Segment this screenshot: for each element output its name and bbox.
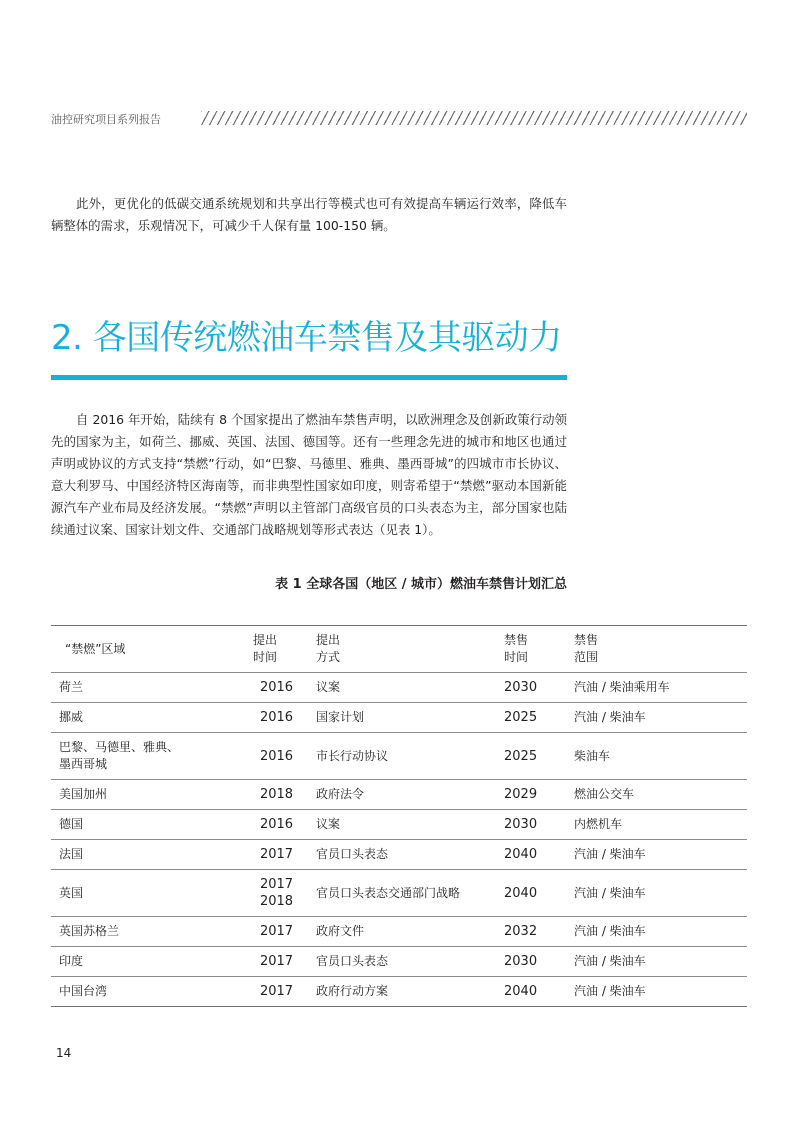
cell-year bbox=[245, 870, 308, 917]
cell-region: 德国 bbox=[51, 810, 245, 840]
cell-region-line1: 巴黎、马德里、雅典、 bbox=[59, 740, 180, 754]
header-ban-time bbox=[494, 626, 566, 673]
cell-method: 官员口头表态交通部门战略 bbox=[308, 870, 494, 917]
cell-region: 印度 bbox=[51, 947, 245, 977]
header-proposed-time bbox=[245, 626, 308, 673]
header-ban-scope-line2: 范围 bbox=[574, 650, 599, 664]
page-number: 14 bbox=[56, 1046, 72, 1060]
cell-region: 英国 bbox=[51, 870, 245, 917]
cell-ban-year: 2030 bbox=[494, 673, 566, 703]
header-proposed-time-line2: 时间 bbox=[253, 650, 278, 664]
header-ban-time-line2: 时间 bbox=[504, 650, 529, 664]
table-row bbox=[51, 870, 747, 917]
section-underline bbox=[51, 375, 567, 380]
cell-year: 2016 bbox=[245, 810, 308, 840]
cell-method: 政府法令 bbox=[308, 780, 494, 810]
cell-ban-year: 2025 bbox=[494, 733, 566, 780]
cell-scope: 汽油 / 柴油车 bbox=[566, 917, 747, 947]
running-header bbox=[51, 108, 747, 130]
cell-scope: 燃油公交车 bbox=[566, 780, 747, 810]
cell-region: 英国苏格兰 bbox=[51, 917, 245, 947]
cell-region: 美国加州 bbox=[51, 780, 245, 810]
header-ban-scope bbox=[566, 626, 747, 673]
cell-scope: 汽油 / 柴油车 bbox=[566, 703, 747, 733]
cell-region-line2: 墨西哥城 bbox=[59, 757, 108, 771]
table-row bbox=[51, 810, 747, 840]
cell-method: 官员口头表态 bbox=[308, 840, 494, 870]
cell-region: 中国台湾 bbox=[59, 984, 108, 998]
ban-plan-table bbox=[51, 625, 747, 1007]
header-ban-time-line1: 禁售 bbox=[504, 633, 529, 647]
cell-region: 挪威 bbox=[51, 703, 245, 733]
table-caption: 表 1 全球各国（地区 / 城市）燃油车禁售计划汇总 bbox=[275, 577, 567, 592]
cell-year: 2016 bbox=[245, 733, 308, 780]
cell-method: 官员口头表态 bbox=[308, 947, 494, 977]
cell-scope: 柴油车 bbox=[566, 733, 747, 780]
cell-method: 议案 bbox=[308, 673, 494, 703]
cell-method: 国家计划 bbox=[308, 703, 494, 733]
cell-method: 政府文件 bbox=[308, 917, 494, 947]
section-title: 2. 各国传统燃油车禁售及其驱动力 bbox=[51, 318, 562, 358]
cell-method: 政府行动方案 bbox=[316, 984, 389, 998]
cell-ban-year: 2025 bbox=[494, 703, 566, 733]
cell-scope: 汽油 / 柴油车 bbox=[566, 870, 747, 917]
cell-scope: 汽油 / 柴油车 bbox=[574, 984, 646, 998]
cell-year: 2016 bbox=[245, 703, 308, 733]
cell-region: 荷兰 bbox=[51, 673, 245, 703]
header-proposed-method-line2: 方式 bbox=[316, 650, 341, 664]
table-row bbox=[51, 977, 747, 1007]
table-row bbox=[51, 780, 747, 810]
cell-region: 法国 bbox=[51, 840, 245, 870]
cell-ban-year: 2040 bbox=[504, 984, 538, 999]
cell-year: 2017 bbox=[245, 947, 308, 977]
cell-region bbox=[51, 733, 245, 780]
cell-year: 2018 bbox=[245, 780, 308, 810]
header-proposed-method-line1: 提出 bbox=[316, 633, 341, 647]
cell-scope: 汽油 / 柴油车 bbox=[566, 947, 747, 977]
cell-ban-year: 2040 bbox=[494, 840, 566, 870]
cell-method: 议案 bbox=[308, 810, 494, 840]
cell-ban-year: 2032 bbox=[494, 917, 566, 947]
table-row bbox=[51, 733, 747, 780]
cell-ban-year: 2030 bbox=[494, 947, 566, 977]
table-row bbox=[51, 947, 747, 977]
header-region-label: “禁燃”区域 bbox=[65, 641, 126, 656]
cell-ban-year: 2030 bbox=[494, 810, 566, 840]
cell-scope: 汽油 / 柴油乘用车 bbox=[566, 673, 747, 703]
section-body-paragraph: 自 2016 年开始，陆续有 8 个国家提出了燃油车禁售声明，以欧洲理念及创新政策行动领先的国家为主，如荷兰、挪威、英国、法国、德国等。还有一些理念先进的城市和地区也通过声明或协议的方式支持“禁燃”行动，如“巴黎、马德里、雅典、墨西哥城”的四城市市长协议、意大利罗马、中国经济特区海南等，而非典型性国家如印度，则寄希望于“禁燃”驱动本国新能源汽车产业布局及经济发展。“禁燃”声明以主管部门高级官员的口头表态为主，部分国家也陆续通过议案、国家计划文件、交通部门战略规划等形式表达（见表 1）。 bbox=[51, 412, 567, 537]
header-proposed-time-line1: 提出 bbox=[253, 633, 278, 647]
cell-method: 市长行动协议 bbox=[308, 733, 494, 780]
table-row bbox=[51, 840, 747, 870]
report-series-title: 油控研究项目系列报告 bbox=[51, 113, 161, 126]
cell-year: 2016 bbox=[245, 673, 308, 703]
table-row bbox=[51, 673, 747, 703]
cell-ban-year: 2029 bbox=[494, 780, 566, 810]
cell-ban-year: 2040 bbox=[494, 870, 566, 917]
intro-paragraph: 此外，更优化的低碳交通系统规划和共享出行等模式也可有效提高车辆运行效率，降低车辆整体的需求，乐观情况下，可减少千人保有量 100-150 辆。 bbox=[51, 196, 567, 233]
cell-year-line1: 2017 bbox=[259, 877, 294, 892]
cell-year: 2017 bbox=[259, 984, 294, 999]
header-hatch-decoration bbox=[201, 111, 747, 125]
table-row bbox=[51, 703, 747, 733]
cell-year: 2017 bbox=[245, 840, 308, 870]
header-region bbox=[51, 626, 245, 673]
header-proposed-method bbox=[308, 626, 494, 673]
cell-year-line2: 2018 bbox=[259, 894, 294, 909]
cell-scope: 内燃机车 bbox=[566, 810, 747, 840]
header-ban-scope-line1: 禁售 bbox=[574, 633, 599, 647]
table-header-row bbox=[51, 626, 747, 673]
cell-year: 2017 bbox=[245, 917, 308, 947]
cell-scope: 汽油 / 柴油车 bbox=[566, 840, 747, 870]
table-row bbox=[51, 917, 747, 947]
